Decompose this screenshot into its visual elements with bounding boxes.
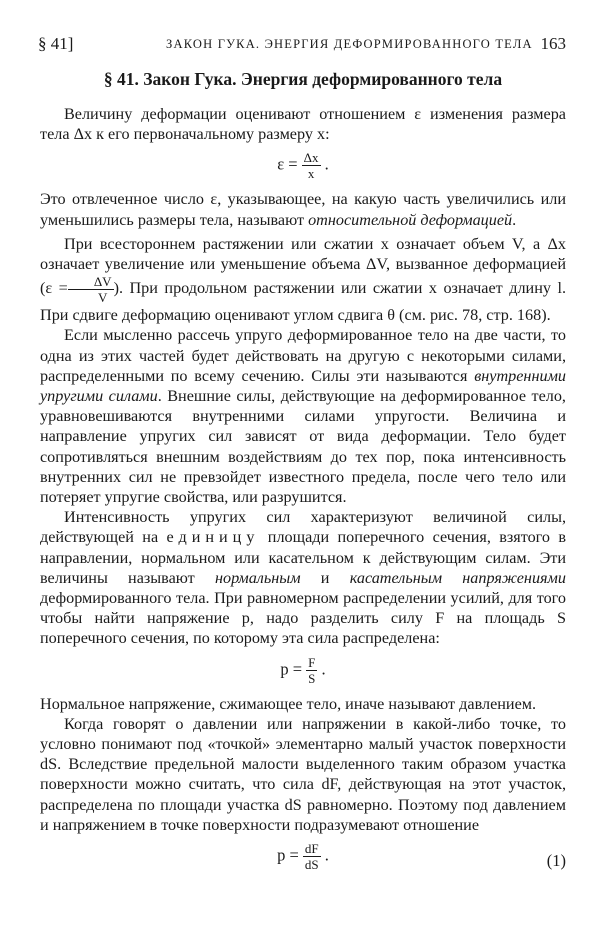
- section-title: § 41. Закон Гука. Энергия деформированного тела: [103, 69, 503, 89]
- inline-fraction-volume: [68, 274, 114, 305]
- paragraph-5-text: Интенсивность упругих сил характеризуют величиной силы, действующей на: [40, 508, 566, 547]
- equation-number: (1): [546, 851, 566, 871]
- formula-strain: [40, 150, 566, 181]
- paragraph-7: Когда говорят о давлении или напряжении в какой-либо точке, то условно понимают под «точкой» элементарно малый участок поверхности dS. Вследствие предельной малости выделенного таким образом участка поверхности можно считать, что сила dF, действующая на этот участок, распределена по площади участка dS равномерно. Поэтому под давлением и напряжением в точке поверхности подразумевают отношение: [40, 714, 566, 834]
- formula-pressure-tail: .: [324, 845, 329, 865]
- inline-fraction-numerator: ΔV: [68, 274, 114, 290]
- term-shear-stresses: касательным напряжениями: [349, 568, 566, 587]
- formula-pressure: [40, 841, 566, 872]
- formula-strain-tail: .: [324, 154, 329, 174]
- paragraph-6: Нормальное напряжение, сжимающее тело, иначе называют давлением.: [40, 694, 537, 713]
- formula-pressure-fraction: [303, 841, 321, 872]
- paragraph-1: Величину деформации оценивают отношением ε изменения размера тела Δx к его первоначальному размеру x:: [40, 105, 566, 144]
- paragraph-2: [40, 189, 566, 229]
- formula-stress-denominator: S: [308, 670, 316, 686]
- formula-strain-lhs: ε =: [277, 154, 298, 174]
- paragraph-2-text: Это отвлеченное число ε, указывающее, на какую часть увеличились или уменьшились размеры тела, называют: [40, 190, 566, 229]
- formula-strain-fraction: [302, 150, 321, 181]
- paragraph-5: [40, 507, 566, 648]
- page-body: [40, 104, 566, 880]
- formula-stress: [40, 655, 566, 686]
- term-internal-elastic-forces: внутренними упругими силами: [40, 366, 566, 406]
- paragraph-5-and: и: [300, 568, 350, 587]
- term-relative-deformation: относительной деформацией: [308, 210, 513, 229]
- formula-pressure-lhs: p =: [277, 845, 299, 865]
- formula-stress-lhs: p =: [280, 658, 303, 678]
- term-normal: нормальным: [214, 568, 301, 587]
- paragraph-4: [40, 325, 566, 507]
- paragraph-4-text-2: . Внешние силы, действующие на деформированное тело, уравновешиваются внутренними силами упругости. Величина и направление упругих сил зависят от вида деформации. Тело будет сопротивляться внешним воздействиям до тех пор, пока интенсивность внутренних сил не превзойдет известного предела, после чего тело или потеряет упругие свойства, или разрушится.: [40, 387, 566, 507]
- page-number: 163: [540, 34, 566, 53]
- paragraph-3-text-2: ). При продольном растяжении или сжатии x означает длину l. При сдвиге деформацию оценивают углом сдвига θ (см. рис. 78, стр. 168).: [40, 279, 566, 325]
- formula-stress-tail: .: [321, 658, 326, 678]
- inline-fraction-denominator: V: [97, 290, 108, 306]
- paragraph-5-text-3: деформированного тела. При равномерном распределении усилий, для того чтобы найти напряжение p, надо разделить силу F на площадь S поперечного сечения, по которому эта сила распределена:: [40, 589, 566, 648]
- formula-pressure-numerator: dF: [304, 841, 319, 857]
- formula-strain-denominator: x: [307, 166, 315, 182]
- header-section: § 41]: [38, 34, 74, 53]
- paragraph-5-text-2: площади поперечного сечения, взятого в направлении, нормальном или касательном к действующим силам. Эти величины называют: [40, 528, 566, 587]
- formula-stress-fraction: [306, 655, 317, 686]
- running-header: [38, 34, 566, 56]
- paragraph-3-text: При всестороннем растяжении или сжатии x означает объем V, а Δx означает увеличение или уменьшение объема ΔV, вызванное деформацией (ε =: [40, 234, 566, 298]
- formula-stress-numerator: F: [308, 654, 316, 670]
- paragraph-3: [40, 234, 566, 326]
- header-running-title: ЗАКОН ГУКА. ЭНЕРГИЯ ДЕФОРМИРОВАННОГО ТЕЛА: [166, 37, 533, 51]
- formula-strain-numerator: Δx: [303, 150, 319, 166]
- paragraph-2-end: .: [512, 210, 517, 229]
- formula-pressure-denominator: dS: [304, 857, 319, 873]
- paragraph-4-text: Если мысленно рассечь упруго деформированное тело на две части, то одна из этих частей будет действовать на другую с некоторыми силами, распределенными по всему сечению. Силы эти называются: [40, 326, 566, 385]
- spaced-word-unit: единицу: [166, 528, 260, 547]
